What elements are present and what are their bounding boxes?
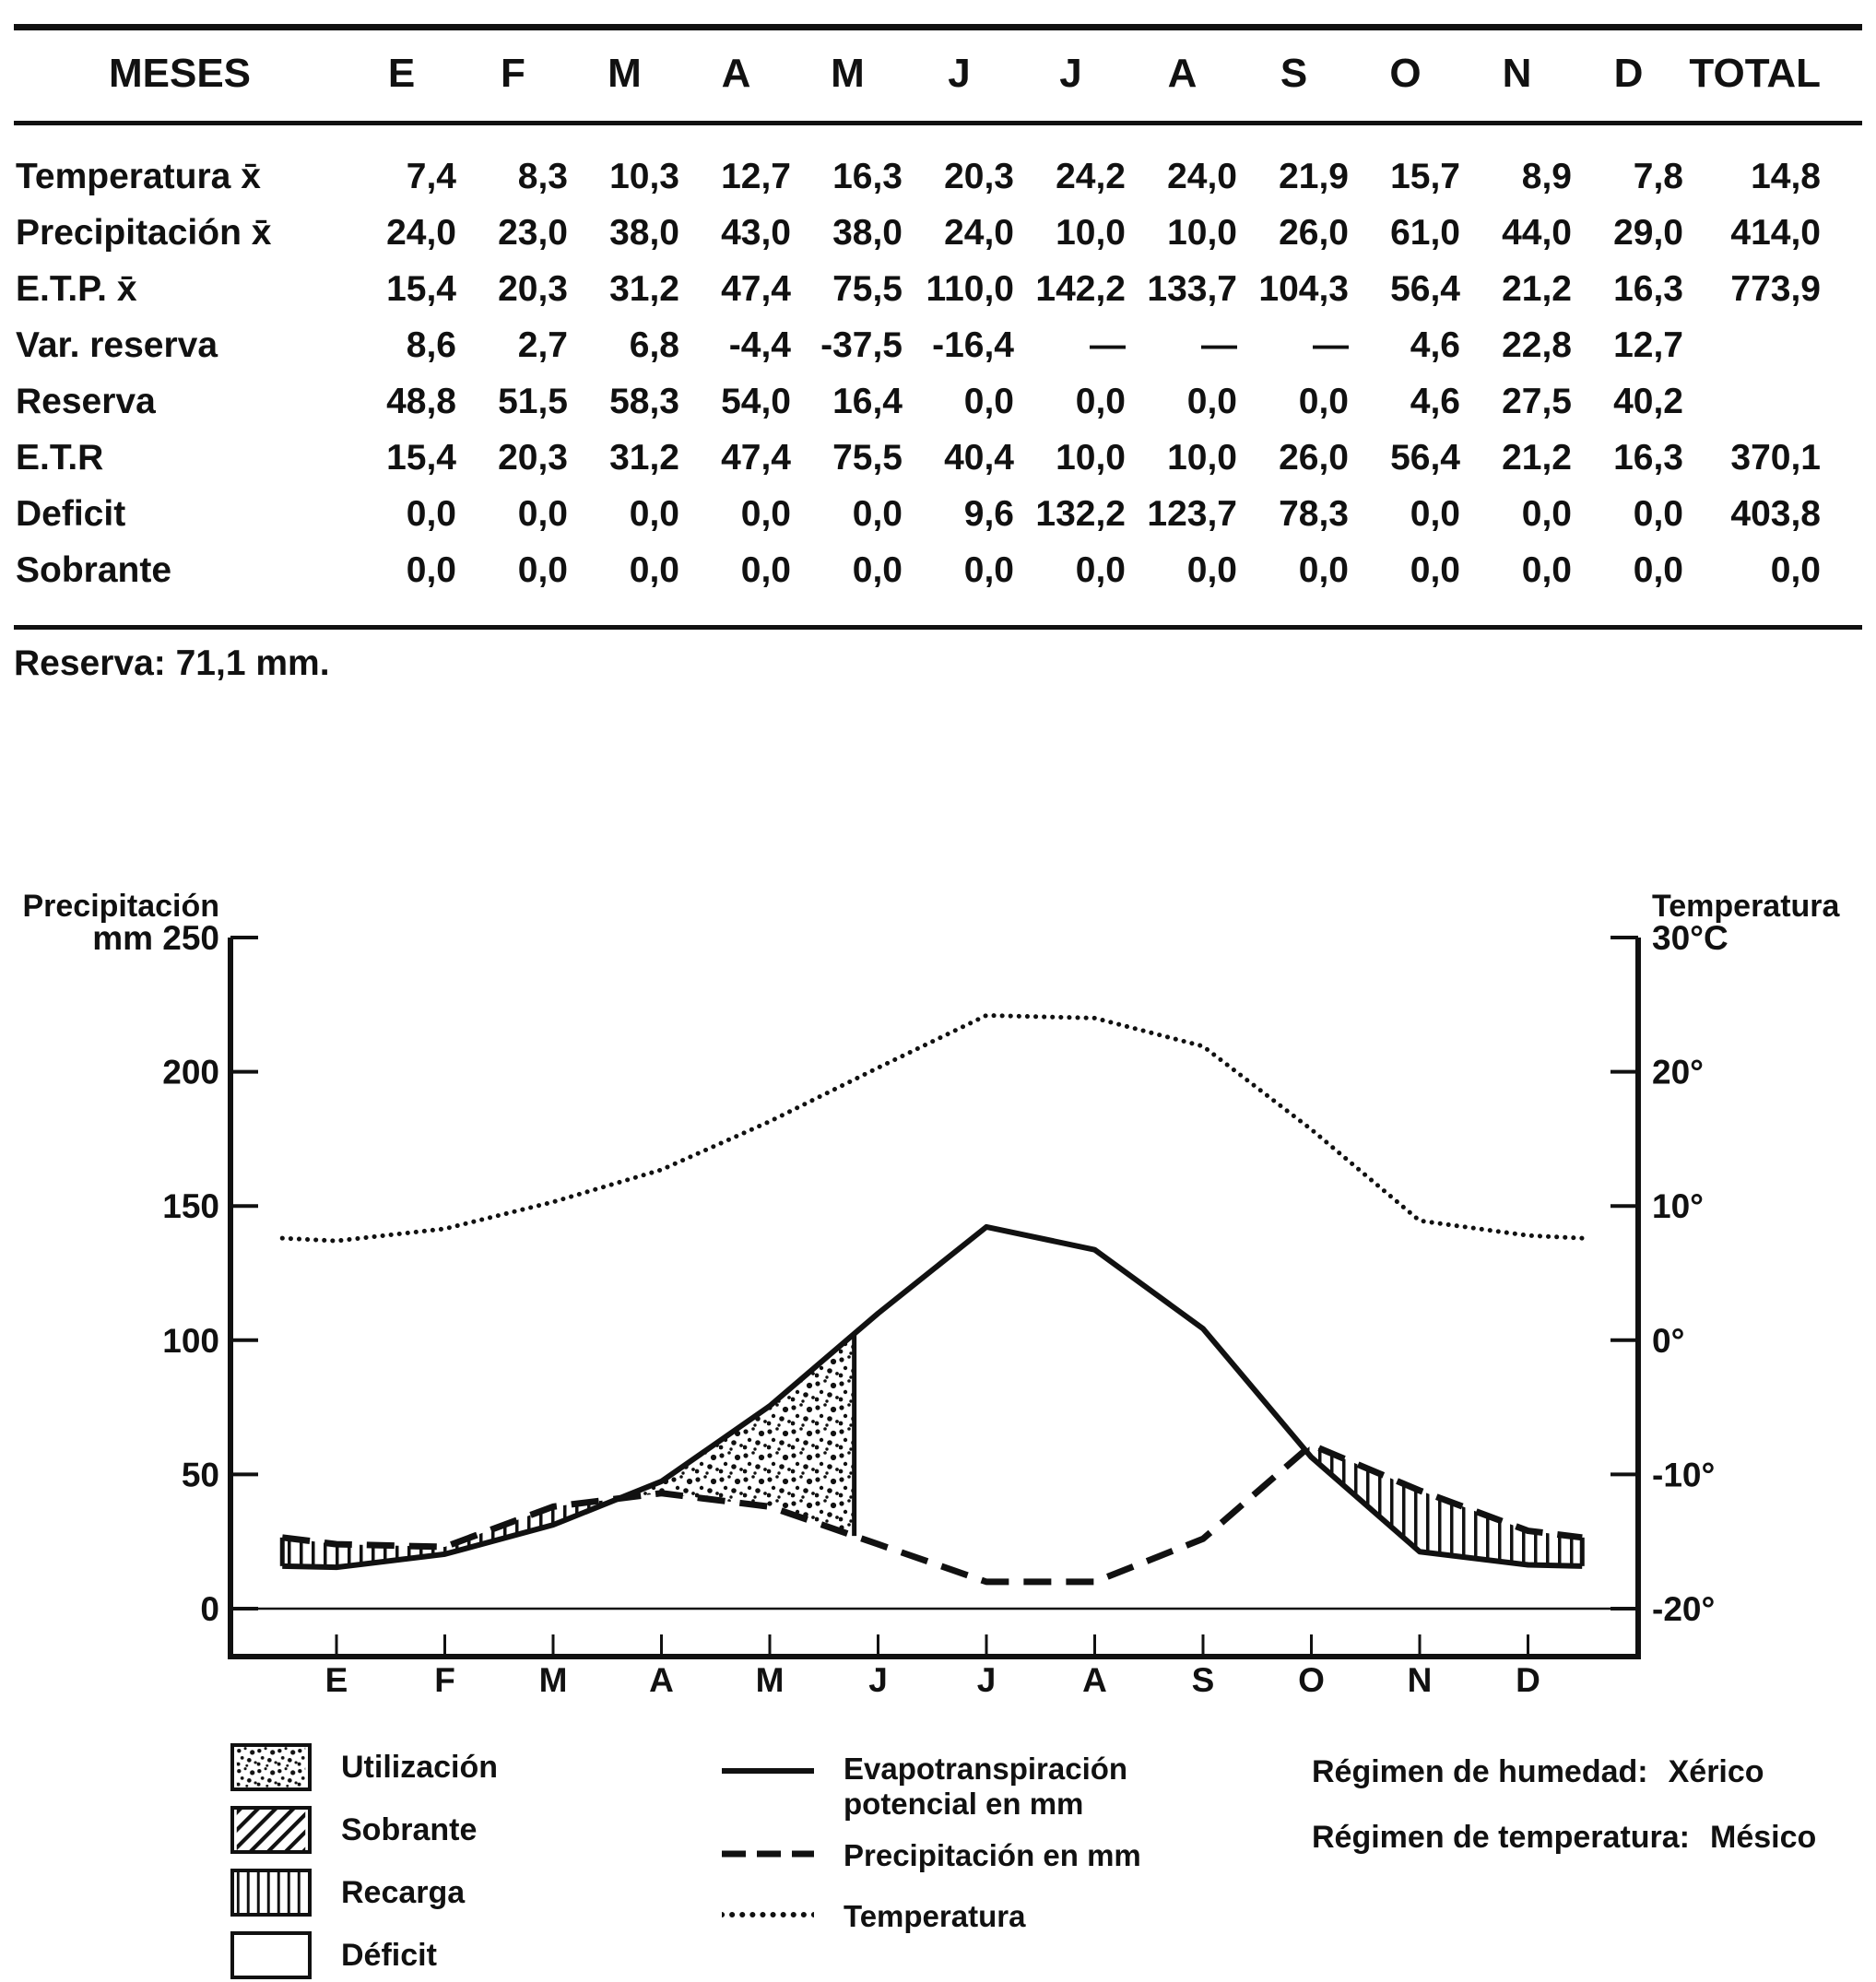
row-label: Var. reserva (16, 324, 218, 365)
table-cell: 0,0 (963, 381, 1014, 421)
month-label: F (434, 1661, 455, 1699)
table-cell: 78,3 (1279, 493, 1349, 534)
table-cell: -16,4 (932, 324, 1014, 365)
legend-label: Sobrante (341, 1811, 478, 1847)
column-header: N (1461, 28, 1573, 124)
legend-line-styles (722, 1752, 1141, 1934)
table-cell: 15,4 (386, 268, 456, 309)
water-balance-chart (0, 876, 1876, 1715)
legend-line-label: Temperatura (844, 1899, 1026, 1933)
table-cell: 0,0 (1521, 549, 1572, 590)
legend-line-item (722, 1899, 1141, 1934)
table-cell: 15,7 (1390, 156, 1460, 196)
table-cell: 0,0 (629, 493, 679, 534)
right-tick-label: 30°C (1652, 919, 1729, 957)
table-cell: 0,0 (1298, 549, 1349, 590)
column-header: TOTAL (1684, 28, 1862, 124)
table-cell: 6,8 (629, 324, 679, 365)
table-cell: 9,6 (963, 493, 1014, 534)
regime-annotations (1312, 1754, 1816, 1885)
table-cell: 0,0 (517, 549, 568, 590)
table-cell: — (1313, 324, 1349, 365)
table-cell: 104,3 (1258, 268, 1349, 309)
table-cell: 24,0 (944, 212, 1014, 253)
table-cell: 0,0 (1633, 493, 1683, 534)
table-cell: 370,1 (1730, 437, 1821, 478)
table-cell: 26,0 (1279, 437, 1349, 478)
table-cell: 7,4 (406, 156, 456, 196)
table-cell: 15,4 (386, 437, 456, 478)
table-cell: 10,3 (609, 156, 679, 196)
table-header-row (14, 28, 1862, 124)
area-recarga-right (1305, 1445, 1582, 1565)
table-cell: 10,0 (1167, 212, 1237, 253)
annotation-label: Régimen de humedad: (1312, 1754, 1648, 1789)
table-cell: 31,2 (609, 437, 679, 478)
table-cell: 20,3 (944, 156, 1014, 196)
table-cell: 0,0 (740, 493, 791, 534)
row-label: Temperatura x̄ (16, 156, 261, 196)
table-cell: 132,2 (1035, 493, 1126, 534)
table-cell: 0,0 (629, 549, 679, 590)
legend-item-deficit (230, 1931, 498, 1979)
table-cell: 56,4 (1390, 268, 1460, 309)
table-cell (1684, 373, 1862, 430)
table-cell: — (1090, 324, 1126, 365)
left-tick-label: 0 (200, 1590, 219, 1628)
climate-table-wrap (14, 24, 1862, 630)
left-tick-label: mm 250 (92, 919, 219, 957)
table-cell: 43,0 (721, 212, 791, 253)
table-cell: 0,0 (1633, 549, 1683, 590)
temperature-regime (1312, 1820, 1816, 1856)
table-cell: 7,8 (1633, 156, 1683, 196)
table-cell: 44,0 (1502, 212, 1572, 253)
table-row (14, 430, 1862, 486)
legend-label: Recarga (341, 1874, 466, 1910)
table-cell: 56,4 (1390, 437, 1460, 478)
table-cell: 0,0 (517, 493, 568, 534)
column-header: A (680, 28, 792, 124)
right-tick-label: 0° (1652, 1321, 1685, 1360)
month-label: O (1298, 1661, 1325, 1699)
climate-table (14, 24, 1862, 630)
month-label: A (649, 1661, 674, 1699)
table-cell: 16,3 (1613, 268, 1683, 309)
table-cell: 0,0 (1075, 549, 1126, 590)
table-cell: 0,0 (740, 549, 791, 590)
month-label: M (755, 1661, 785, 1699)
table-cell: 22,8 (1502, 324, 1572, 365)
table-cell: 0,0 (1521, 493, 1572, 534)
month-label: M (538, 1661, 568, 1699)
table-cell: 16,3 (1613, 437, 1683, 478)
table-cell: 0,0 (852, 549, 903, 590)
table-cell: 4,6 (1410, 324, 1460, 365)
table-cell: 29,0 (1613, 212, 1683, 253)
table-cell: 4,6 (1410, 381, 1460, 421)
table-cell: 14,8 (1751, 156, 1821, 196)
table-cell: 0,0 (1075, 381, 1126, 421)
table-cell: 12,7 (721, 156, 791, 196)
table-cell: 0,0 (1410, 493, 1460, 534)
table-row (14, 205, 1862, 261)
table-cell: -37,5 (820, 324, 903, 365)
table-cell: 21,2 (1502, 268, 1572, 309)
table-cell: 38,0 (832, 212, 903, 253)
legend-line-item (722, 1752, 1141, 1822)
table-cell: 0,0 (1410, 549, 1460, 590)
table-cell: 23,0 (498, 212, 568, 253)
table-cell: 133,7 (1147, 268, 1237, 309)
table-cell: 51,5 (498, 381, 568, 421)
month-label: S (1191, 1661, 1215, 1699)
table-cell: 8,3 (517, 156, 568, 196)
table-row (14, 124, 1862, 206)
table-cell: 142,2 (1035, 268, 1126, 309)
month-label: A (1082, 1661, 1107, 1699)
column-header: A (1127, 28, 1238, 124)
table-row (14, 542, 1862, 628)
left-tick-label: 200 (162, 1053, 219, 1091)
left-tick-label: 100 (162, 1321, 219, 1360)
legend-item-recarga (230, 1869, 498, 1917)
column-header: J (1015, 28, 1127, 124)
diag-swatch-icon (230, 1806, 312, 1854)
legend-item-utilizacion (230, 1743, 498, 1791)
table-cell: 0,0 (406, 549, 456, 590)
legend-line-label: Precipitación en mm (844, 1838, 1141, 1872)
table-row (14, 317, 1862, 373)
legend-label: Utilización (341, 1749, 499, 1785)
chart-axes (22, 889, 1840, 1699)
table-cell: 47,4 (721, 437, 791, 478)
table-cell: 58,3 (609, 381, 679, 421)
table-cell: 16,3 (832, 156, 903, 196)
table-cell: 2,7 (517, 324, 568, 365)
table-cell: 75,5 (832, 437, 903, 478)
table-cell: 0,0 (1298, 381, 1349, 421)
chart-areas (282, 1334, 1582, 1567)
table-cell: 40,4 (944, 437, 1014, 478)
annotation-value: Mésico (1710, 1820, 1817, 1855)
right-tick-label: 20° (1652, 1053, 1704, 1091)
right-tick-label: -10° (1652, 1456, 1716, 1494)
month-label: D (1516, 1661, 1540, 1699)
table-cell: — (1201, 324, 1237, 365)
dashed-line-icon (722, 1847, 814, 1860)
column-header: J (903, 28, 1015, 124)
legend-item-sobrante (230, 1806, 498, 1854)
table-cell: 31,2 (609, 268, 679, 309)
column-header: F (457, 28, 569, 124)
table-cell: 40,2 (1613, 381, 1683, 421)
table-cell: 403,8 (1730, 493, 1821, 534)
table-cell: 10,0 (1167, 437, 1237, 478)
dotted-line-icon (722, 1908, 814, 1921)
table-cell: 0,0 (852, 493, 903, 534)
table-cell: 54,0 (721, 381, 791, 421)
column-header: M (569, 28, 680, 124)
row-label: E.T.R (16, 437, 104, 478)
row-label: Reserva (16, 381, 156, 421)
table-cell: 24,0 (386, 212, 456, 253)
column-header: E (346, 28, 457, 124)
vlines-swatch-icon (230, 1869, 312, 1917)
table-cell: 110,0 (926, 268, 1014, 309)
row-label: Sobrante (16, 549, 172, 590)
solid-line-icon (722, 1764, 814, 1777)
table-cell: 0,0 (1770, 549, 1821, 590)
table-cell: 0,0 (406, 493, 456, 534)
table-cell: 20,3 (498, 437, 568, 478)
table-cell: 12,7 (1613, 324, 1683, 365)
table-cell: 20,3 (498, 268, 568, 309)
table-row (14, 486, 1862, 542)
legend-label: Déficit (341, 1937, 437, 1973)
table-cell: 10,0 (1056, 212, 1126, 253)
table-cell: 21,2 (1502, 437, 1572, 478)
column-header: M (792, 28, 903, 124)
annotation-value: Xérico (1668, 1754, 1764, 1789)
month-label: E (324, 1661, 348, 1699)
temperature-curve (282, 1015, 1582, 1241)
right-tick-label: -20° (1652, 1590, 1716, 1628)
legend-area-patterns (230, 1743, 498, 1982)
column-header: S (1238, 28, 1350, 124)
legend-line-label: Evapotranspiración potencial en mm (844, 1752, 1128, 1821)
right-axis-title: Temperatura (1652, 889, 1840, 924)
right-tick-label: 10° (1652, 1187, 1704, 1226)
month-label: N (1407, 1661, 1433, 1699)
column-header: O (1350, 28, 1461, 124)
table-cell: 26,0 (1279, 212, 1349, 253)
table-cell: 27,5 (1502, 381, 1572, 421)
table-cell: 61,0 (1390, 212, 1460, 253)
table-row (14, 261, 1862, 317)
table-cell: -4,4 (728, 324, 791, 365)
table-cell: 773,9 (1730, 268, 1821, 309)
humidity-regime (1312, 1754, 1816, 1790)
month-label: J (976, 1661, 997, 1699)
table-cell: 24,2 (1056, 156, 1126, 196)
table-cell: 123,7 (1147, 493, 1237, 534)
annotation-label: Régimen de temperatura: (1312, 1820, 1690, 1855)
table-cell: 0,0 (963, 549, 1014, 590)
legend-line-item (722, 1838, 1141, 1873)
dots-swatch-icon (230, 1743, 312, 1791)
area-recarga-left (282, 1499, 619, 1568)
table-cell: 24,0 (1167, 156, 1237, 196)
column-header: MESES (14, 28, 346, 124)
left-tick-label: 150 (162, 1187, 219, 1226)
table-cell: 48,8 (386, 381, 456, 421)
table-cell: 38,0 (609, 212, 679, 253)
table-cell: 414,0 (1730, 212, 1821, 253)
table-cell: 16,4 (832, 381, 903, 421)
table-cell: 21,9 (1279, 156, 1349, 196)
reserva-note: Reserva: 71,1 mm. (14, 643, 330, 683)
table-cell: 75,5 (832, 268, 903, 309)
table-cell: 8,9 (1521, 156, 1572, 196)
month-label: J (868, 1661, 888, 1699)
row-label: Deficit (16, 493, 126, 534)
empty-swatch-icon (230, 1931, 312, 1979)
column-header: D (1573, 28, 1684, 124)
table-row (14, 373, 1862, 430)
table-cell (1684, 317, 1862, 373)
table-cell: 47,4 (721, 268, 791, 309)
table-cell: 0,0 (1186, 381, 1237, 421)
row-label: E.T.P. x̄ (16, 268, 137, 309)
left-axis-title: Precipitación (22, 889, 219, 924)
table-cell: 8,6 (406, 324, 456, 365)
table-cell: 10,0 (1056, 437, 1126, 478)
table-cell: 0,0 (1186, 549, 1237, 590)
row-label: Precipitación x̄ (16, 212, 272, 253)
left-tick-label: 50 (181, 1456, 219, 1494)
